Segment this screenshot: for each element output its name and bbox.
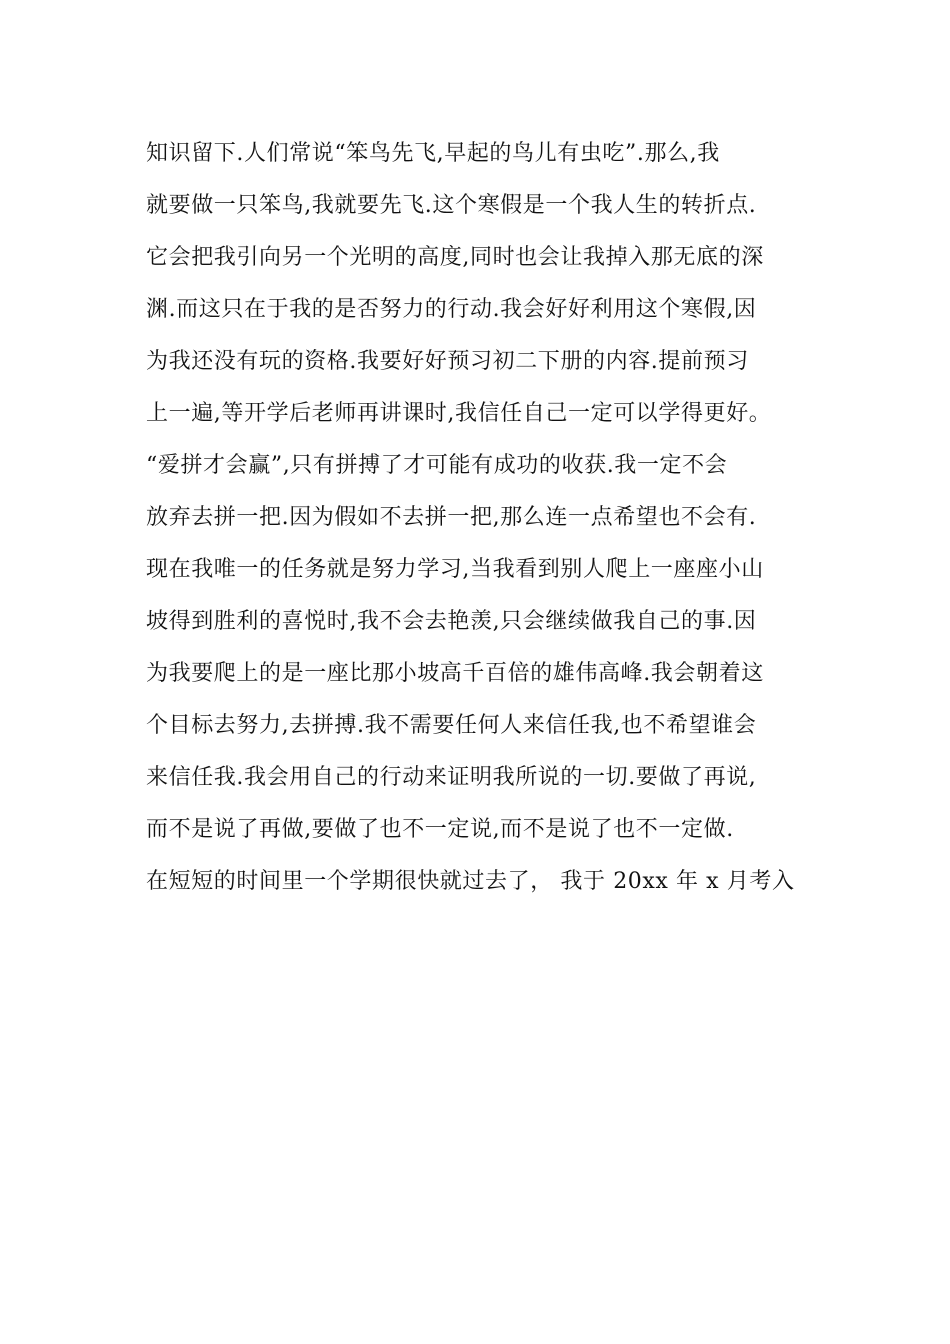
text-line: 它会把我引向另一个光明的高度,同时也会让我掉入那无底的深	[146, 245, 764, 270]
text-line: 上一遍,等开学后老师再讲课时,我信任自己一定可以学得更好。	[146, 401, 772, 426]
text-line: 在短短的时间里一个学期很快就过去了， 我于 20xx 年 x 月考入	[146, 869, 795, 894]
body-text	[146, 128, 808, 908]
text-line: 为我要爬上的是一座比那小坡高千百倍的雄伟高峰.我会朝着这	[146, 661, 764, 686]
text-line: 来信任我.我会用自己的行动来证明我所说的一切.要做了再说,	[146, 765, 757, 790]
text-line: “爱拼才会赢”,只有拼搏了才可能有成功的收获.我一定不会	[146, 453, 728, 478]
text-line: 为我还没有玩的资格.我要好好预习初二下册的内容.提前预习	[146, 349, 749, 374]
text-line: 个目标去努力,去拼搏.我不需要任何人来信任我,也不希望谁会	[146, 713, 757, 738]
text-line: 放弃去拼一把.因为假如不去拼一把,那么连一点希望也不会有.	[146, 505, 757, 530]
text-line: 而不是说了再做,要做了也不一定说,而不是说了也不一定做.	[146, 817, 734, 842]
text-line: 现在我唯一的任务就是努力学习,当我看到别人爬上一座座小山	[146, 557, 764, 582]
text-line: 知识留下.人们常说“笨鸟先飞,早起的鸟儿有虫吃”.那么,我	[146, 141, 720, 166]
text-line: 坡得到胜利的喜悦时,我不会去艳羡,只会继续做我自己的事.因	[146, 609, 757, 634]
text-line: 渊.而这只在于我的是否努力的行动.我会好好利用这个寒假,因	[146, 297, 757, 322]
text-line: 就要做一只笨鸟,我就要先飞.这个寒假是一个我人生的转折点.	[146, 193, 757, 218]
